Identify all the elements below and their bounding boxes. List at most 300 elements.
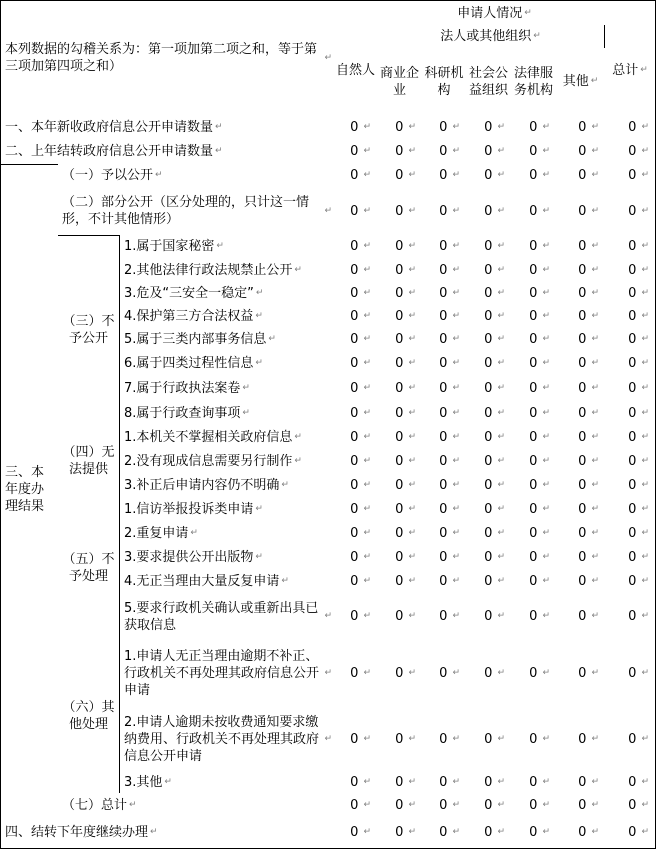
cell-value: 0	[395, 550, 404, 565]
value-cell: 0 ↵	[556, 521, 606, 547]
row-label: （二）部分公开（区分处理的，只计这一情形，不计其他情形）	[62, 195, 310, 227]
cell-value: 0	[628, 502, 637, 517]
cell-value: 0	[578, 308, 587, 324]
cell-value: 0	[628, 239, 637, 254]
cell-value: 0	[529, 797, 538, 813]
row-label: 4.保护第三方合法权益	[124, 308, 254, 324]
value-cell: 0 ↵	[605, 639, 656, 709]
value-cell: 0 ↵	[605, 816, 656, 849]
value-cell: 0 ↵	[334, 639, 378, 709]
cell-value: 0	[578, 285, 587, 301]
cell-value: 0	[439, 609, 448, 624]
value-cell: 0 ↵	[377, 473, 423, 499]
group-other-processing-cell	[58, 639, 120, 794]
cell-value: 0	[484, 732, 493, 747]
value-cell: 0 ↵	[556, 375, 606, 402]
value-cell: 0 ↵	[511, 115, 557, 141]
cell-value: 0	[395, 405, 404, 421]
cell-value: 0	[529, 732, 538, 747]
cell-value: 0	[484, 308, 493, 324]
cell-value: 0	[395, 502, 404, 517]
cell-value: 0	[628, 203, 637, 219]
cell-value: 0	[578, 609, 587, 624]
cell-value: 0	[439, 120, 448, 135]
value-cell: 0 ↵	[466, 351, 512, 377]
cell-value: 0	[350, 285, 359, 301]
value-cell: 0 ↵	[511, 327, 557, 353]
value-cell: 0 ↵	[556, 425, 606, 451]
cell-value: 0	[484, 502, 493, 517]
cell-value: 0	[628, 405, 637, 421]
value-cell: 0 ↵	[334, 234, 378, 260]
row-label-cell: 3.其他 ↵	[120, 771, 335, 795]
cell-value: 0	[529, 824, 538, 840]
cell-value: 0	[484, 454, 493, 469]
cell-value: 0	[578, 356, 587, 371]
cell-value: 0	[439, 144, 448, 159]
cell-value: 0	[395, 356, 404, 371]
cell-value: 0	[395, 478, 404, 493]
cell-value: 0	[529, 120, 538, 135]
cell-value: 0	[395, 574, 404, 589]
value-cell: 0 ↵	[511, 497, 557, 523]
cell-value: 0	[439, 405, 448, 421]
value-cell: 0 ↵	[377, 639, 423, 709]
value-cell: 0 ↵	[334, 497, 378, 523]
row-label-cell: （一）予以公开 ↵	[58, 163, 335, 189]
value-cell: 0 ↵	[556, 139, 606, 165]
value-cell: 0 ↵	[556, 497, 606, 523]
cell-value: 0	[350, 168, 359, 183]
header-applicant-text: 申请人情况	[457, 5, 523, 21]
cell-value: 0	[578, 239, 587, 254]
row-label: 3.要求提供公开出版物	[124, 550, 254, 565]
row-label: （一）予以公开	[62, 168, 154, 183]
row-label-cell: 1.信访举报投诉类申请 ↵	[120, 497, 335, 523]
cell-value: 0	[578, 262, 587, 278]
cell-value: 0	[578, 120, 587, 135]
value-cell: 0 ↵	[556, 473, 606, 499]
cell-value: 0	[395, 203, 404, 219]
value-cell: 0 ↵	[377, 593, 423, 641]
value-cell: 0 ↵	[377, 163, 423, 189]
value-cell: 0 ↵	[511, 351, 557, 377]
value-cell: 0 ↵	[377, 497, 423, 523]
value-cell: 0 ↵	[377, 115, 423, 141]
value-cell: 0 ↵	[377, 425, 423, 451]
cell-value: 0	[350, 356, 359, 371]
cell-value: 0	[578, 380, 587, 396]
cell-value: 0	[484, 380, 493, 396]
value-cell: 0 ↵	[422, 816, 467, 849]
value-cell: 0 ↵	[422, 163, 467, 189]
cell-value: 0	[484, 405, 493, 421]
cell-value: 0	[484, 526, 493, 541]
cell-value: 0	[529, 144, 538, 159]
cell-value: 0	[439, 732, 448, 747]
cell-value: 0	[439, 666, 448, 681]
header-legal-service-text: 法律服务机构	[513, 65, 553, 98]
value-cell: 0 ↵	[511, 473, 557, 499]
value-cell: 0 ↵	[466, 375, 512, 402]
row-label-cell: 4.无正当理由大量反复申请 ↵	[120, 569, 335, 595]
cell-value: 0	[529, 262, 538, 278]
value-cell: 0 ↵	[377, 793, 423, 818]
value-cell: 0 ↵	[422, 304, 467, 329]
group-annual-results-text: 三、本年度办理结果	[5, 465, 45, 514]
value-cell: 0 ↵	[605, 351, 656, 377]
value-cell: 0 ↵	[334, 569, 378, 595]
value-cell: 0 ↵	[377, 187, 423, 236]
value-cell: 0 ↵	[466, 473, 512, 499]
value-cell: 0 ↵	[511, 593, 557, 641]
value-cell: 0 ↵	[422, 449, 467, 475]
row-label-cell: 4.保护第三方合法权益 ↵	[120, 304, 335, 329]
value-cell: 0 ↵	[556, 351, 606, 377]
cell-value: 0	[578, 732, 587, 747]
row-label: 1.申请人无正当理由逾期不补正、行政机关不再处理其政府信息公开申请	[124, 649, 320, 698]
cell-value: 0	[484, 120, 493, 135]
cell-value: 0	[484, 430, 493, 445]
cell-value: 0	[439, 380, 448, 396]
value-cell: 0 ↵	[556, 816, 606, 849]
cell-value: 0	[395, 332, 404, 347]
value-cell: 0 ↵	[377, 139, 423, 165]
value-cell: 0 ↵	[334, 304, 378, 329]
cell-value: 0	[578, 332, 587, 347]
value-cell: 0 ↵	[334, 163, 378, 189]
cell-value: 0	[628, 609, 637, 624]
cell-value: 0	[484, 332, 493, 347]
cell-value: 0	[484, 609, 493, 624]
value-cell: 0 ↵	[334, 375, 378, 402]
cell-value: 0	[395, 144, 404, 159]
cell-value: 0	[529, 285, 538, 301]
value-cell: 0 ↵	[466, 449, 512, 475]
value-cell: 0 ↵	[511, 139, 557, 165]
value-cell: 0 ↵	[511, 304, 557, 329]
value-cell: 0 ↵	[511, 258, 557, 283]
value-cell: 0 ↵	[556, 187, 606, 236]
value-cell: 0 ↵	[556, 593, 606, 641]
cell-value: 0	[350, 526, 359, 541]
value-cell: 0 ↵	[556, 707, 606, 773]
value-cell: 0 ↵	[556, 115, 606, 141]
cell-value: 0	[439, 526, 448, 541]
cell-value: 0	[350, 824, 359, 840]
row-label: 2.申请人逾期未按收费通知要求缴纳费用、行政机关不再处理其政府信息公开申请	[124, 715, 320, 764]
value-cell: 0 ↵	[605, 115, 656, 141]
value-cell: 0 ↵	[511, 521, 557, 547]
cell-value: 0	[529, 168, 538, 183]
value-cell: 0 ↵	[466, 327, 512, 353]
cell-value: 0	[439, 430, 448, 445]
cell-value: 0	[439, 454, 448, 469]
value-cell: 0 ↵	[422, 115, 467, 141]
value-cell: 0 ↵	[466, 115, 512, 141]
value-cell: 0 ↵	[605, 497, 656, 523]
row-label: 2.重复申请	[124, 526, 189, 541]
value-cell: 0 ↵	[605, 304, 656, 329]
value-cell: 0 ↵	[511, 281, 557, 306]
cell-value: 0	[484, 262, 493, 278]
cell-value: 0	[439, 285, 448, 301]
cell-value: 0	[350, 120, 359, 135]
cell-value: 0	[350, 550, 359, 565]
cell-value: 0	[529, 775, 538, 790]
value-cell: 0 ↵	[466, 707, 512, 773]
value-cell: 0 ↵	[605, 569, 656, 595]
value-cell: 0 ↵	[556, 400, 606, 427]
value-cell: 0 ↵	[422, 473, 467, 499]
row-label: 5.要求行政机关确认或重新出具已获取信息	[124, 600, 319, 633]
cell-value: 0	[578, 775, 587, 790]
value-cell: 0 ↵	[334, 449, 378, 475]
cell-value: 0	[350, 478, 359, 493]
cell-value: 0	[578, 478, 587, 493]
value-cell: 0 ↵	[334, 545, 378, 571]
row-label-cell: 7.属于行政执法案卷 ↵	[120, 375, 335, 402]
value-cell: 0 ↵	[334, 327, 378, 353]
value-cell: 0 ↵	[466, 187, 512, 236]
value-cell: 0 ↵	[466, 521, 512, 547]
header-note-text: 本列数据的勾稽关系为：第一项加第二项之和，等于第三项加第四项之和）	[5, 42, 318, 74]
row-label: 一、本年新收政府信息公开申请数量	[5, 120, 214, 135]
value-cell: 0 ↵	[422, 351, 467, 377]
value-cell: 0 ↵	[556, 793, 606, 818]
value-cell: 0 ↵	[377, 771, 423, 795]
cell-value: 0	[439, 168, 448, 183]
cell-value: 0	[578, 405, 587, 421]
value-cell: 0 ↵	[466, 816, 512, 849]
value-cell: 0 ↵	[422, 139, 467, 165]
value-cell: 0 ↵	[605, 139, 656, 165]
value-cell: 0 ↵	[377, 521, 423, 547]
value-cell: 0 ↵	[511, 375, 557, 402]
header-natural-person-cell	[334, 25, 378, 116]
cell-value: 0	[628, 478, 637, 493]
value-cell: 0 ↵	[377, 707, 423, 773]
value-cell: 0 ↵	[556, 234, 606, 260]
cell-value: 0	[529, 454, 538, 469]
cell-value: 0	[578, 797, 587, 813]
value-cell: 0 ↵	[605, 327, 656, 353]
cell-value: 0	[395, 239, 404, 254]
row-label: 2.其他法律行政法规禁止公开	[124, 262, 293, 278]
header-total-cell: 总计 ↵	[605, 25, 656, 116]
cell-value: 0	[529, 405, 538, 421]
cell-value: 0	[628, 168, 637, 183]
row-label-cell: 2.没有现成信息需要另行制作 ↵	[120, 449, 335, 475]
cell-value: 0	[439, 308, 448, 324]
cell-value: 0	[350, 308, 359, 324]
cell-value: 0	[529, 574, 538, 589]
cell-value: 0	[628, 574, 637, 589]
cell-value: 0	[628, 824, 637, 840]
value-cell: 0 ↵	[334, 400, 378, 427]
header-total-text: 总计	[612, 62, 639, 78]
cell-value: 0	[395, 262, 404, 278]
cell-value: 0	[439, 262, 448, 278]
value-cell: 0 ↵	[422, 234, 467, 260]
cell-value: 0	[395, 609, 404, 624]
cell-value: 0	[529, 550, 538, 565]
value-cell: 0 ↵	[511, 545, 557, 571]
cell-value: 0	[628, 285, 637, 301]
cell-value: 0	[439, 775, 448, 790]
row-label-cell: 3.危及“三安全一稳定” ↵	[120, 281, 335, 306]
value-cell: 0 ↵	[511, 771, 557, 795]
header-other-text: 其他	[562, 74, 589, 89]
cell-value: 0	[439, 797, 448, 813]
cell-value: 0	[439, 478, 448, 493]
cell-value: 0	[350, 405, 359, 421]
value-cell: 0 ↵	[511, 234, 557, 260]
header-public-welfare-text: 社会公益组织	[468, 65, 508, 98]
value-cell: 0 ↵	[377, 234, 423, 260]
value-cell: 0 ↵	[466, 234, 512, 260]
value-cell: 0 ↵	[466, 793, 512, 818]
cell-value: 0	[529, 356, 538, 371]
row-label-cell: 一、本年新收政府信息公开申请数量 ↵	[0, 115, 335, 141]
cell-value: 0	[395, 454, 404, 469]
row-label: 6.属于四类过程性信息	[124, 356, 254, 371]
value-cell: 0 ↵	[605, 425, 656, 451]
cell-value: 0	[628, 454, 637, 469]
value-cell: 0 ↵	[422, 375, 467, 402]
cell-value: 0	[484, 797, 493, 813]
row-label: 二、上年结转政府信息公开申请数量	[5, 144, 214, 159]
cell-value: 0	[529, 502, 538, 517]
value-cell: 0 ↵	[422, 400, 467, 427]
cell-value: 0	[395, 797, 404, 813]
value-cell: 0 ↵	[605, 163, 656, 189]
cell-value: 0	[484, 824, 493, 840]
value-cell: 0 ↵	[605, 375, 656, 402]
value-cell: 0 ↵	[422, 707, 467, 773]
cell-value: 0	[350, 262, 359, 278]
row-label: 3.其他	[124, 775, 163, 790]
header-applicant-cell: 申请人情况 ↵	[334, 0, 656, 26]
row-label-cell: 1.本机关不掌握相关政府信息 ↵	[120, 425, 335, 451]
value-cell: 0 ↵	[334, 425, 378, 451]
value-cell: 0 ↵	[466, 639, 512, 709]
cell-value: 0	[529, 332, 538, 347]
value-cell: 0 ↵	[605, 473, 656, 499]
value-cell: 0 ↵	[466, 569, 512, 595]
value-cell: 0 ↵	[605, 449, 656, 475]
cell-value: 0	[529, 609, 538, 624]
value-cell: 0 ↵	[511, 163, 557, 189]
cell-value: 0	[395, 430, 404, 445]
row-label-cell: 3.要求提供公开出版物 ↵	[120, 545, 335, 571]
value-cell: 0 ↵	[334, 521, 378, 547]
value-cell: 0 ↵	[605, 258, 656, 283]
cell-value: 0	[395, 380, 404, 396]
header-legal-entity-cell: 法人或其他组织 ↵	[377, 25, 605, 49]
row-label: 4.无正当理由大量反复申请	[124, 574, 280, 589]
cell-value: 0	[578, 430, 587, 445]
cell-value: 0	[628, 732, 637, 747]
cell-value: 0	[439, 332, 448, 347]
cell-value: 0	[350, 732, 359, 747]
row-label-cell: 1.申请人无正当理由逾期不补正、行政机关不再处理其政府信息公开申请 ↵	[120, 639, 335, 709]
value-cell: 0 ↵	[334, 351, 378, 377]
row-label-cell: 二、上年结转政府信息公开申请数量 ↵	[0, 139, 335, 165]
cell-value: 0	[350, 239, 359, 254]
cell-value: 0	[578, 666, 587, 681]
cell-value: 0	[350, 332, 359, 347]
value-cell: 0 ↵	[605, 707, 656, 773]
value-cell: 0 ↵	[377, 816, 423, 849]
cell-value: 0	[395, 732, 404, 747]
value-cell: 0 ↵	[511, 816, 557, 849]
cell-value: 0	[350, 380, 359, 396]
value-cell: 0 ↵	[334, 187, 378, 236]
value-cell: 0 ↵	[511, 707, 557, 773]
value-cell: 0 ↵	[422, 425, 467, 451]
value-cell: 0 ↵	[556, 281, 606, 306]
row-label: 8.属于行政查询事项	[124, 405, 241, 421]
cell-value: 0	[484, 775, 493, 790]
value-cell: 0 ↵	[605, 545, 656, 571]
cell-value: 0	[350, 454, 359, 469]
cell-value: 0	[578, 203, 587, 219]
group-not-processed-cell	[58, 497, 120, 640]
cell-value: 0	[529, 308, 538, 324]
cell-value: 0	[628, 797, 637, 813]
cell-value: 0	[395, 666, 404, 681]
value-cell: 0 ↵	[556, 569, 606, 595]
cell-value: 0	[484, 574, 493, 589]
cell-value: 0	[628, 262, 637, 278]
header-legal-entity-text: 法人或其他组织	[440, 29, 532, 44]
value-cell: 0 ↵	[556, 327, 606, 353]
row-label-cell: （二）部分公开（区分处理的，只计这一情形，不计其他情形） ↵	[58, 187, 335, 236]
cell-value: 0	[484, 478, 493, 493]
value-cell: 0 ↵	[556, 449, 606, 475]
row-label-cell: 5.属于三类内部事务信息 ↵	[120, 327, 335, 353]
group-annual-results-cell	[0, 163, 59, 817]
value-cell: 0 ↵	[422, 771, 467, 795]
cell-value: 0	[395, 824, 404, 840]
value-cell: 0 ↵	[511, 569, 557, 595]
cell-value: 0	[395, 775, 404, 790]
value-cell: 0 ↵	[466, 304, 512, 329]
value-cell: 0 ↵	[466, 545, 512, 571]
value-cell: 0 ↵	[605, 593, 656, 641]
value-cell: 0 ↵	[422, 187, 467, 236]
cell-value: 0	[439, 203, 448, 219]
cell-value: 0	[628, 332, 637, 347]
value-cell: 0 ↵	[466, 139, 512, 165]
cell-value: 0	[484, 168, 493, 183]
value-cell: 0 ↵	[334, 258, 378, 283]
value-cell: 0 ↵	[605, 771, 656, 795]
cell-value: 0	[628, 550, 637, 565]
cell-value: 0	[439, 824, 448, 840]
header-natural-person-text: 自然人	[336, 62, 376, 78]
cell-value: 0	[350, 144, 359, 159]
cell-value: 0	[484, 144, 493, 159]
row-label-cell: 6.属于四类过程性信息 ↵	[120, 351, 335, 377]
value-cell: 0 ↵	[422, 639, 467, 709]
cell-value: 0	[578, 144, 587, 159]
cell-value: 0	[578, 550, 587, 565]
row-label: （七）总计	[62, 797, 128, 813]
cell-value: 0	[628, 144, 637, 159]
cell-value: 0	[484, 203, 493, 219]
